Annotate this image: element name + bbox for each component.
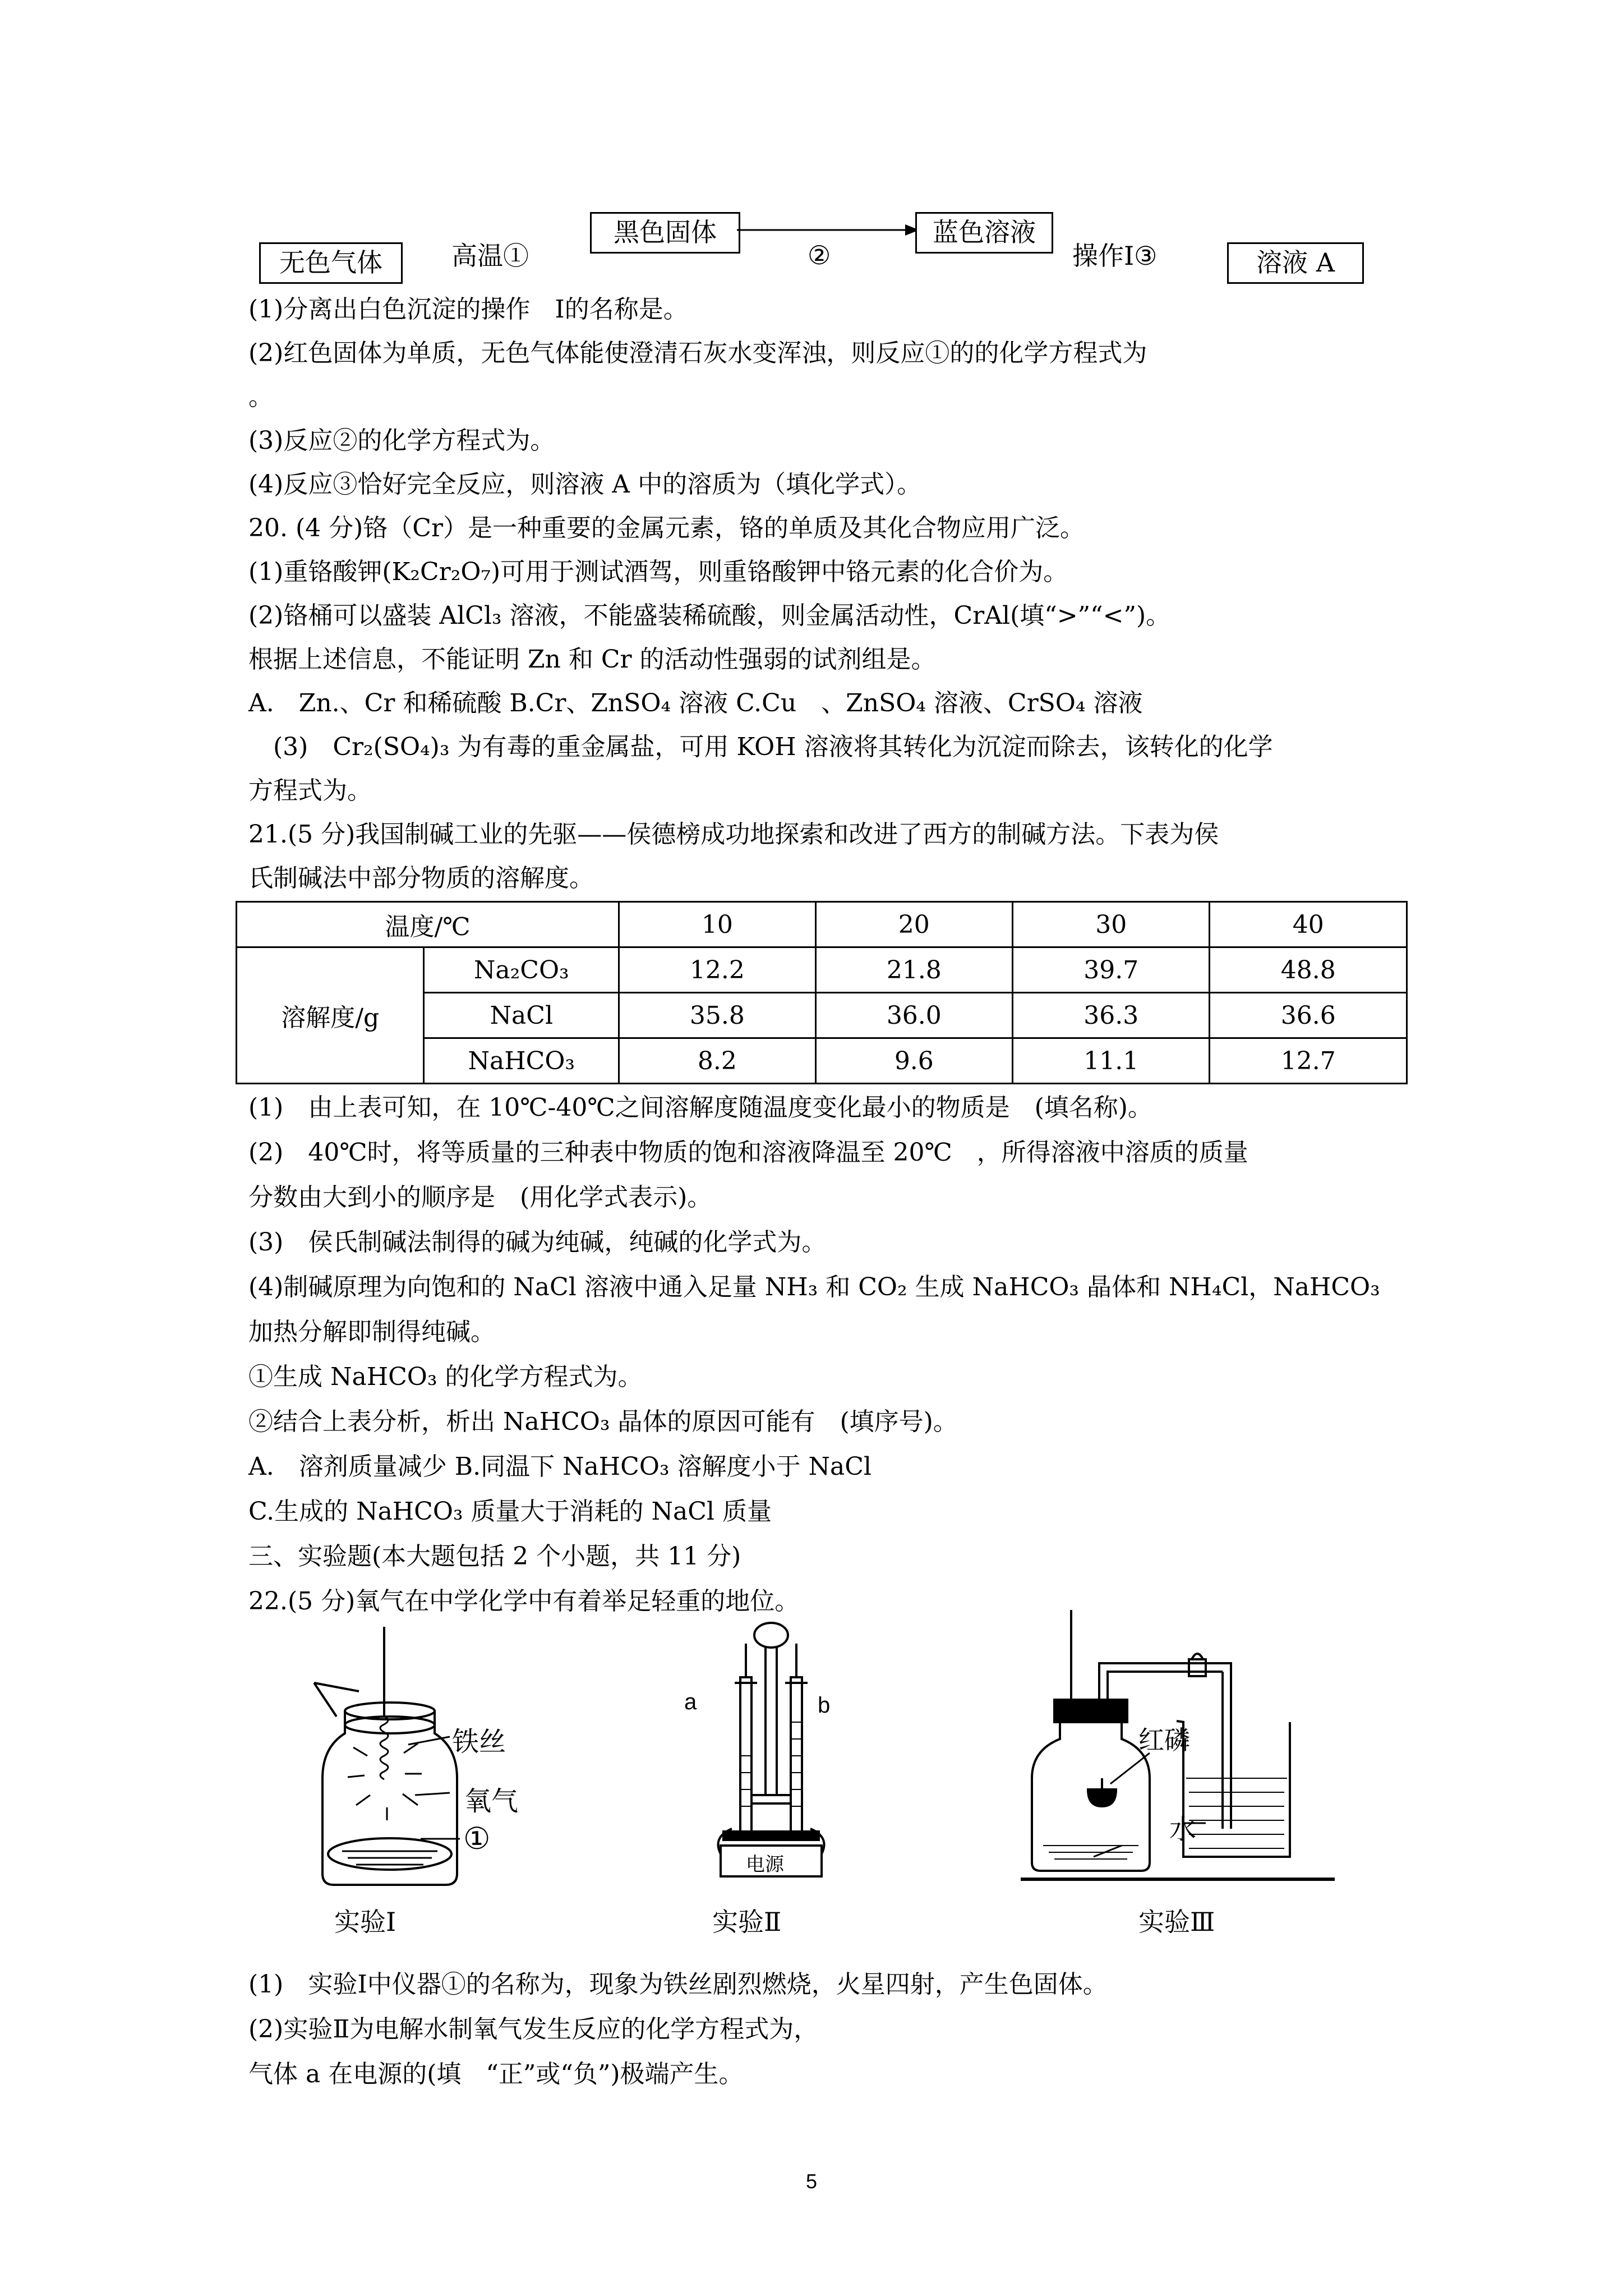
temp-cell: 20 xyxy=(815,902,1012,947)
q21-line-8: ②结合上表分析，析出 NaHCO₃ 晶体的原因可能有 (填序号)。 xyxy=(248,1407,958,1436)
red-phosphorus-label: 红磷 xyxy=(1138,1725,1190,1755)
table-cell: 36.0 xyxy=(815,993,1012,1038)
high-temp-label: 高温① xyxy=(451,241,529,271)
operation3-label: 操作Ⅰ③ xyxy=(1072,241,1158,271)
temp-cell: 10 xyxy=(619,902,815,947)
q20-options: A. Zn.、Cr 和稀硫酸 B.Cr、ZnSO₄ 溶液 C.Cu 、ZnSO₄ 溶液、CrSO₄ 溶液 xyxy=(248,689,1143,717)
table-cell: 11.1 xyxy=(1013,1038,1210,1084)
q21-title-1: 21.(5 分)我国制碱工业的先驱——侯德榜成功地探索和改进了西方的制碱方法。下表为侯 xyxy=(248,820,1219,849)
q21-line-6: 加热分解即制得纯碱。 xyxy=(248,1318,495,1346)
black-solid-box: 黑色固体 xyxy=(590,212,740,254)
table-cell: 39.7 xyxy=(1013,947,1210,993)
experiment-2-figure xyxy=(701,1610,880,1902)
q21-line-5: (4)制碱原理为向饱和的 NaCl 溶液中通入足量 NH₃ 和 CO₂ 生成 NaHCO₃ 晶体和 NH₄Cl，NaHCO₃ xyxy=(248,1273,1380,1301)
q20-part4: (3) Cr₂(SO₄)₃ 为有毒的重金属盐，可用 KOH 溶液将其转化为沉淀而除去，该转化的化学 xyxy=(248,733,1273,761)
substance-name: NaHCO₃ xyxy=(424,1038,619,1084)
table-cell: 8.2 xyxy=(619,1038,815,1084)
table-cell: 9.6 xyxy=(815,1038,1012,1084)
temp-cell: 40 xyxy=(1210,902,1407,947)
gas-a-label: a xyxy=(684,1690,697,1714)
page-number: 5 xyxy=(805,2170,818,2193)
table-cell: 36.3 xyxy=(1013,993,1210,1038)
q21-line-2: (2) 40℃时，将等质量的三种表中物质的饱和溶液降温至 20℃ ，所得溶液中溶质的质量 xyxy=(248,1138,1248,1167)
q21-line-3: 分数由大到小的顺序是 (用化学式表示)。 xyxy=(248,1183,712,1212)
table-cell: 21.8 xyxy=(815,947,1012,993)
step2-label: ② xyxy=(808,240,831,270)
temp-cell: 30 xyxy=(1013,902,1210,947)
blue-solution-box: 蓝色溶液 xyxy=(915,212,1053,254)
temp-header: 温度/℃ xyxy=(237,902,619,947)
substance-name: Na₂CO₃ xyxy=(424,947,619,993)
table-cell: 35.8 xyxy=(619,993,815,1038)
table-row xyxy=(237,947,1407,993)
table-cell: 12.7 xyxy=(1210,1038,1407,1084)
q20-part4-cont: 方程式为。 xyxy=(248,776,372,805)
experiment-1-caption: 实验Ⅰ xyxy=(334,1907,396,1937)
experiment-1-figure xyxy=(303,1627,550,1907)
flow-arrow xyxy=(737,219,922,241)
q20-part2: (2)铬桶可以盛装 AlCl₃ 溶液，不能盛装稀硫酸，则金属活动性，CrAl(填“>”“<”)。 xyxy=(248,601,1171,630)
table-cell: 12.2 xyxy=(619,947,815,993)
q21-line-4: (3) 侯氏制碱法制得的碱为纯碱，纯碱的化学式为。 xyxy=(248,1228,827,1257)
q22-line-2: (2)实验Ⅱ为电解水制氧气发生反应的化学方程式为， xyxy=(248,2015,819,2044)
gas-b-label: b xyxy=(818,1693,831,1718)
q20-part3: 根据上述信息，不能证明 Zn 和 Cr 的活动性强弱的试剂组是。 xyxy=(248,645,936,674)
table-cell: 36.6 xyxy=(1210,993,1407,1038)
water-label: 水 xyxy=(1169,1814,1197,1845)
q21-line-1: (1) 由上表可知，在 10℃-40℃之间溶解度随温度变化最小的物质是 (填名称)。 xyxy=(248,1093,1152,1122)
q21-line-9: A. 溶剂质量减少 B.同温下 NaHCO₃ 溶解度小于 NaCl xyxy=(248,1452,872,1481)
substance-name: NaCl xyxy=(424,993,619,1038)
table-cell: 48.8 xyxy=(1210,947,1407,993)
q21-title-2: 氏制碱法中部分物质的溶解度。 xyxy=(248,864,594,892)
oxygen-label: 氧气 xyxy=(464,1786,519,1817)
q20-title: 20. (4 分)铬（Cr）是一种重要的金属元素，铬的单质及其化合物应用广泛。 xyxy=(248,514,1085,542)
table-header-row xyxy=(237,902,1407,947)
q19-line-1: (1)分离出白色沉淀的操作 Ⅰ的名称是。 xyxy=(248,295,688,324)
solubility-table xyxy=(236,901,1408,1084)
solubility-header: 溶解度/g xyxy=(237,947,424,1084)
iron-wire-label: 铁丝 xyxy=(452,1726,506,1757)
q19-line-2: (2)红色固体为单质，无色气体能使澄清石灰水变浑浊，则反应①的的化学方程式为 xyxy=(248,339,1147,367)
q21-line-7: ①生成 NaHCO₃ 的化学方程式为。 xyxy=(248,1363,643,1391)
section-3-heading: 三、实验题(本大题包括 2 个小题，共 11 分) xyxy=(248,1542,741,1571)
experiment-3-caption: 实验Ⅲ xyxy=(1138,1907,1215,1937)
q19-line-5: (4)反应③恰好完全反应，则溶液 A 中的溶质为（填化学式）。 xyxy=(248,470,922,499)
colorless-gas-box: 无色气体 xyxy=(259,242,403,284)
power-source-label: 电源 xyxy=(746,1853,784,1876)
q19-line-4: (3)反应②的化学方程式为。 xyxy=(248,426,555,455)
apparatus-1-label: ① xyxy=(463,1821,491,1856)
q19-line-3: 。 xyxy=(248,383,273,411)
experiment-2-caption: 实验Ⅱ xyxy=(712,1907,782,1937)
q22-title: 22.(5 分)氧气在中学化学中有着举足轻重的地位。 xyxy=(248,1587,800,1616)
q21-line-10: C.生成的 NaHCO₃ 质量大于消耗的 NaCl 质量 xyxy=(248,1497,772,1526)
q22-line-1: (1) 实验Ⅰ中仪器①的名称为，现象为铁丝剧烈燃烧，火星四射，产生色固体。 xyxy=(248,1970,1108,1999)
q22-line-3: 气体 a 在电源的(填 “正”或“负”)极端产生。 xyxy=(248,2060,744,2088)
solution-a-box: 溶液 A xyxy=(1227,242,1364,284)
q20-part1: (1)重铬酸钾(K₂Cr₂O₇)可用于测试酒驾，则重铬酸钾中铬元素的化合价为。 xyxy=(248,558,1068,586)
